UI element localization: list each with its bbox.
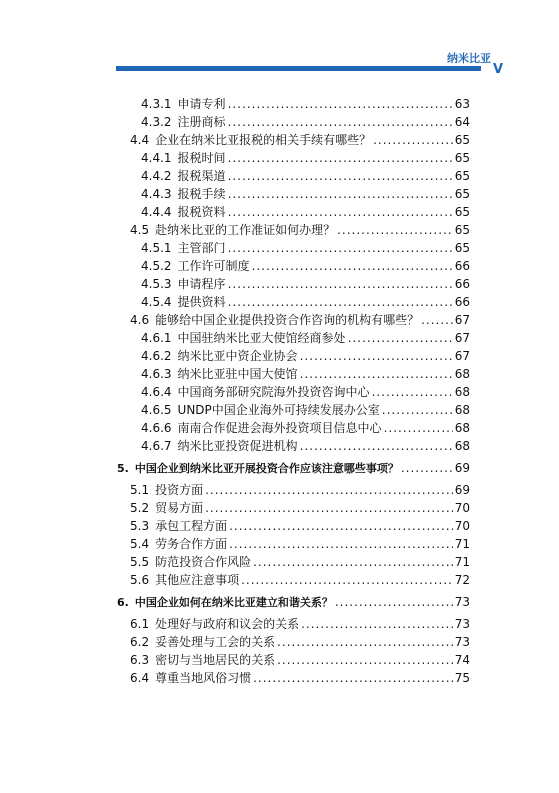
toc-leader-dots xyxy=(228,150,453,166)
toc-entry-title: 纳米比亚中资企业协会 xyxy=(177,349,298,363)
toc-entry[interactable] xyxy=(130,132,470,148)
toc-entry-number: 5.5 xyxy=(130,555,150,569)
toc-entry-number: 5.4 xyxy=(130,537,150,551)
toc-entry-title: 申请程序 xyxy=(177,277,226,291)
toc-leader-dots xyxy=(401,460,453,476)
toc-entry[interactable] xyxy=(141,438,470,454)
toc-leader-dots xyxy=(300,366,453,382)
toc-entry-number: 4.5 xyxy=(130,223,150,237)
toc-entry-title: 投资方面 xyxy=(155,483,204,497)
toc-entry-number: 4.5.1 xyxy=(141,241,172,255)
toc-leader-dots xyxy=(228,276,453,292)
toc-entry-title: 其他应注意事项 xyxy=(155,573,240,587)
toc-entry-title: 注册商标 xyxy=(177,115,226,129)
toc-entry-title: 纳米比亚投资促进机构 xyxy=(177,439,298,453)
toc-entry-page: 69 xyxy=(454,483,470,497)
toc-entry-title: 能够给中国企业提供投资合作咨询的机构有哪些？ xyxy=(155,313,420,327)
toc-entry[interactable] xyxy=(141,402,470,418)
toc-entry-number: 4.6.2 xyxy=(141,349,172,363)
toc-entry-number: 5. xyxy=(117,462,129,475)
toc-entry[interactable] xyxy=(141,168,470,184)
toc-leader-dots xyxy=(229,518,453,534)
toc-entry[interactable] xyxy=(130,222,470,238)
toc-entry-title: 中国驻纳米比亚大使馆经商参处 xyxy=(177,331,346,345)
toc-leader-dots xyxy=(335,594,453,610)
toc-entry[interactable] xyxy=(130,312,470,328)
toc-entry-number: 4.4.3 xyxy=(141,187,172,201)
toc-leader-dots xyxy=(421,312,453,328)
toc-leader-dots xyxy=(228,294,453,310)
toc-entry-number: 4.3.2 xyxy=(141,115,172,129)
toc-entry-number: 4.4.2 xyxy=(141,169,172,183)
toc-entry[interactable] xyxy=(117,594,470,610)
toc-entry-page: 68 xyxy=(454,403,470,417)
toc-entry-number: 4.5.4 xyxy=(141,295,172,309)
toc-leader-dots xyxy=(241,572,453,588)
toc-entry-number: 4.6 xyxy=(130,313,150,327)
toc-entry-page: 65 xyxy=(454,133,470,147)
toc-entry-number: 5.3 xyxy=(130,519,150,533)
toc-leader-dots xyxy=(253,554,453,570)
toc-entry-page: 70 xyxy=(454,519,470,533)
toc-leader-dots xyxy=(348,330,453,346)
toc-entry-number: 4.3.1 xyxy=(141,97,172,111)
toc-leader-dots xyxy=(252,258,453,274)
toc-entry-number: 4.4.4 xyxy=(141,205,172,219)
toc-entry-number: 6. xyxy=(117,596,129,609)
toc-entry-number: 4.4 xyxy=(130,133,150,147)
toc-entry[interactable] xyxy=(130,572,470,588)
toc-entry-page: 68 xyxy=(454,385,470,399)
toc-entry-page: 65 xyxy=(454,205,470,219)
toc-entry-title: 申请专利 xyxy=(177,97,226,111)
toc-entry[interactable] xyxy=(130,616,470,632)
toc-entry[interactable] xyxy=(141,330,470,346)
toc-entry-number: 5.6 xyxy=(130,573,150,587)
toc-entry-number: 4.5.2 xyxy=(141,259,172,273)
header-title: 纳米比亚 xyxy=(447,52,491,65)
toc-entry-number: 5.2 xyxy=(130,501,150,515)
toc-entry[interactable] xyxy=(141,240,470,256)
toc-entry-number: 6.3 xyxy=(130,653,150,667)
toc-leader-dots xyxy=(300,348,453,364)
toc-entry[interactable] xyxy=(141,348,470,364)
toc-entry-page: 72 xyxy=(454,573,470,587)
toc-entry-page: 69 xyxy=(454,461,470,475)
toc-leader-dots xyxy=(228,204,453,220)
toc-entry-page: 68 xyxy=(454,367,470,381)
toc-entry[interactable] xyxy=(130,500,470,516)
toc-entry-page: 71 xyxy=(454,555,470,569)
toc-entry-number: 4.6.7 xyxy=(141,439,172,453)
toc-entry-title: 企业在纳米比亚报税的相关手续有哪些？ xyxy=(155,133,372,147)
toc-entry-page: 64 xyxy=(454,115,470,129)
toc-entry-page: 70 xyxy=(454,501,470,515)
toc-entry[interactable] xyxy=(141,366,470,382)
toc-entry-page: 65 xyxy=(454,223,470,237)
toc-entry[interactable] xyxy=(141,96,470,112)
toc-entry-number: 4.6.6 xyxy=(141,421,172,435)
toc-entry-page: 67 xyxy=(454,349,470,363)
toc-entry[interactable] xyxy=(141,258,470,274)
toc-entry-title: 主管部门 xyxy=(177,241,226,255)
toc-entry[interactable] xyxy=(130,554,470,570)
toc-entry-title: 赴纳米比亚的工作准证如何办理？ xyxy=(155,223,336,237)
toc-entry-page: 63 xyxy=(454,97,470,111)
header-rule xyxy=(116,66,481,71)
toc-entry-title: 中国企业到纳米比亚开展投资合作应该注意哪些事项？ xyxy=(134,462,399,475)
toc-leader-dots xyxy=(228,240,453,256)
toc-entry-title: 南南合作促进会海外投资项目信息中心 xyxy=(177,421,382,435)
toc-entry-number: 4.6.1 xyxy=(141,331,172,345)
toc-entry-title: 尊重当地风俗习惯 xyxy=(155,671,252,685)
toc-entry-title: 中国商务部研究院海外投资咨询中心 xyxy=(177,385,370,399)
toc-entry-page: 65 xyxy=(454,187,470,201)
toc-entry-page: 73 xyxy=(454,635,470,649)
toc-entry-page: 73 xyxy=(454,595,470,609)
toc-entry[interactable] xyxy=(117,460,470,476)
toc-entry-page: 65 xyxy=(454,241,470,255)
toc-entry[interactable] xyxy=(141,276,470,292)
toc-entry-title: UNDP中国企业海外可持续发展办公室 xyxy=(177,403,380,417)
toc-entry-page: 67 xyxy=(454,313,470,327)
toc-entry-title: 报税渠道 xyxy=(177,169,226,183)
toc-leader-dots xyxy=(277,652,453,668)
toc-entry-title: 报税时间 xyxy=(177,151,226,165)
toc-entry-title: 中国企业如何在纳米比亚建立和谐关系？ xyxy=(134,596,333,609)
toc-entry-number: 6.1 xyxy=(130,617,150,631)
toc-entry-page: 66 xyxy=(454,277,470,291)
toc-entry[interactable] xyxy=(141,384,470,400)
toc-entry-page: 66 xyxy=(454,295,470,309)
toc-entry-title: 处理好与政府和议会的关系 xyxy=(155,617,300,631)
toc-entry[interactable] xyxy=(141,114,470,130)
toc-entry-title: 妥善处理与工会的关系 xyxy=(155,635,276,649)
toc-entry-number: 4.6.4 xyxy=(141,385,172,399)
toc-leader-dots xyxy=(205,500,453,516)
toc-entry-title: 承包工程方面 xyxy=(155,519,228,533)
toc-entry-title: 防范投资合作风险 xyxy=(155,555,252,569)
toc-entry-page: 74 xyxy=(454,653,470,667)
toc-entry[interactable] xyxy=(130,634,470,650)
toc-leader-dots xyxy=(205,482,453,498)
toc-entry-page: 71 xyxy=(454,537,470,551)
toc-entry-page: 68 xyxy=(454,421,470,435)
toc-leader-dots xyxy=(384,420,453,436)
toc-entry-page: 65 xyxy=(454,169,470,183)
toc-entry-number: 4.4.1 xyxy=(141,151,172,165)
page-number-roman: V xyxy=(492,62,503,77)
toc-leader-dots xyxy=(253,670,453,686)
toc-leader-dots xyxy=(301,616,453,632)
toc-leader-dots xyxy=(228,186,453,202)
toc-entry-page: 75 xyxy=(454,671,470,685)
toc-leader-dots xyxy=(228,114,453,130)
toc-entry[interactable] xyxy=(130,536,470,552)
toc-entry-title: 纳米比亚驻中国大使馆 xyxy=(177,367,298,381)
toc-entry-number: 6.2 xyxy=(130,635,150,649)
toc-entry[interactable] xyxy=(141,294,470,310)
toc-entry[interactable] xyxy=(141,420,470,436)
toc-leader-dots xyxy=(300,438,453,454)
toc-entry-title: 工作许可制度 xyxy=(177,259,250,273)
toc-entry-number: 6.4 xyxy=(130,671,150,685)
toc-entry-page: 65 xyxy=(454,151,470,165)
toc-entry-title: 劳务合作方面 xyxy=(155,537,228,551)
toc-leader-dots xyxy=(228,96,453,112)
toc-leader-dots xyxy=(373,132,453,148)
toc-entry[interactable] xyxy=(141,186,470,202)
toc-entry-title: 贸易方面 xyxy=(155,501,204,515)
toc-entry-title: 报税手续 xyxy=(177,187,226,201)
toc-entry-page: 67 xyxy=(454,331,470,345)
toc-entry-number: 5.1 xyxy=(130,483,150,497)
toc-entry-number: 4.5.3 xyxy=(141,277,172,291)
toc-leader-dots xyxy=(228,168,453,184)
toc-entry[interactable] xyxy=(130,518,470,534)
toc-entry-number: 4.6.3 xyxy=(141,367,172,381)
toc-entry-number: 4.6.5 xyxy=(141,403,172,417)
toc-entry[interactable] xyxy=(141,204,470,220)
toc-entry-page: 66 xyxy=(454,259,470,273)
toc-entry[interactable] xyxy=(130,482,470,498)
toc-leader-dots xyxy=(337,222,453,238)
toc-leader-dots xyxy=(277,634,453,650)
toc-entry-title: 提供资料 xyxy=(177,295,226,309)
toc-entry-title: 密切与当地居民的关系 xyxy=(155,653,276,667)
toc-leader-dots xyxy=(382,402,453,418)
toc-entry-page: 68 xyxy=(454,439,470,453)
toc-entry-page: 73 xyxy=(454,617,470,631)
toc-entry[interactable] xyxy=(130,652,470,668)
toc-entry[interactable] xyxy=(141,150,470,166)
toc-leader-dots xyxy=(372,384,453,400)
toc-leader-dots xyxy=(229,536,453,552)
toc-entry-title: 报税资料 xyxy=(177,205,226,219)
toc-entry[interactable] xyxy=(130,670,470,686)
